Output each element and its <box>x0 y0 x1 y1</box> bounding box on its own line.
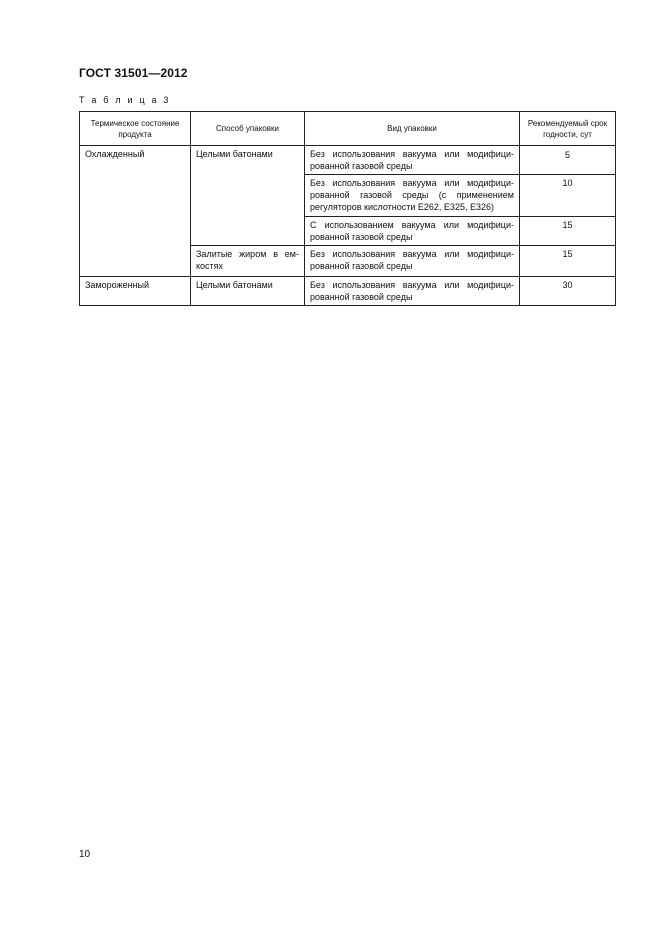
cell-shelf-life: 5 <box>520 146 616 175</box>
table-caption: Т а б л и ц а 3 <box>79 95 171 105</box>
shelf-life-table <box>79 111 616 306</box>
table-header-row <box>80 112 616 146</box>
column-header-shelf-life: Рекомендуемый срок годности, сут <box>520 112 616 146</box>
cell-type: Без использования вакуума или модифици-рованной газовой среды <box>305 146 520 175</box>
cell-state: Замороженный <box>80 277 191 306</box>
column-header-state: Термическое состояние продукта <box>80 112 191 146</box>
cell-method: Залитые жиром в ем-костях <box>191 246 305 277</box>
cell-type: Без использования вакуума или модифици-рованной газовой среды <box>305 246 520 277</box>
cell-shelf-life: 30 <box>520 277 616 306</box>
cell-shelf-life: 15 <box>520 217 616 246</box>
cell-state: Охлажденный <box>80 146 191 277</box>
page-number: 10 <box>79 849 91 860</box>
table-row <box>80 277 616 306</box>
cell-shelf-life: 15 <box>520 246 616 277</box>
column-header-type: Вид упаковки <box>305 112 520 146</box>
table-row <box>80 146 616 175</box>
cell-type: С использованием вакуума или модифици-рованной газовой среды <box>305 217 520 246</box>
cell-type: Без использования вакуума или модифици-рованной газовой среды (с применением регуляторов кислотности Е262, Е325, Е326) <box>305 175 520 217</box>
cell-method: Целыми батонами <box>191 277 305 306</box>
cell-shelf-life: 10 <box>520 175 616 217</box>
document-header: ГОСТ 31501—2012 <box>79 66 188 80</box>
cell-method: Целыми батонами <box>191 146 305 246</box>
column-header-method: Способ упаковки <box>191 112 305 146</box>
cell-type: Без использования вакуума или модифици-рованной газовой среды <box>305 277 520 306</box>
